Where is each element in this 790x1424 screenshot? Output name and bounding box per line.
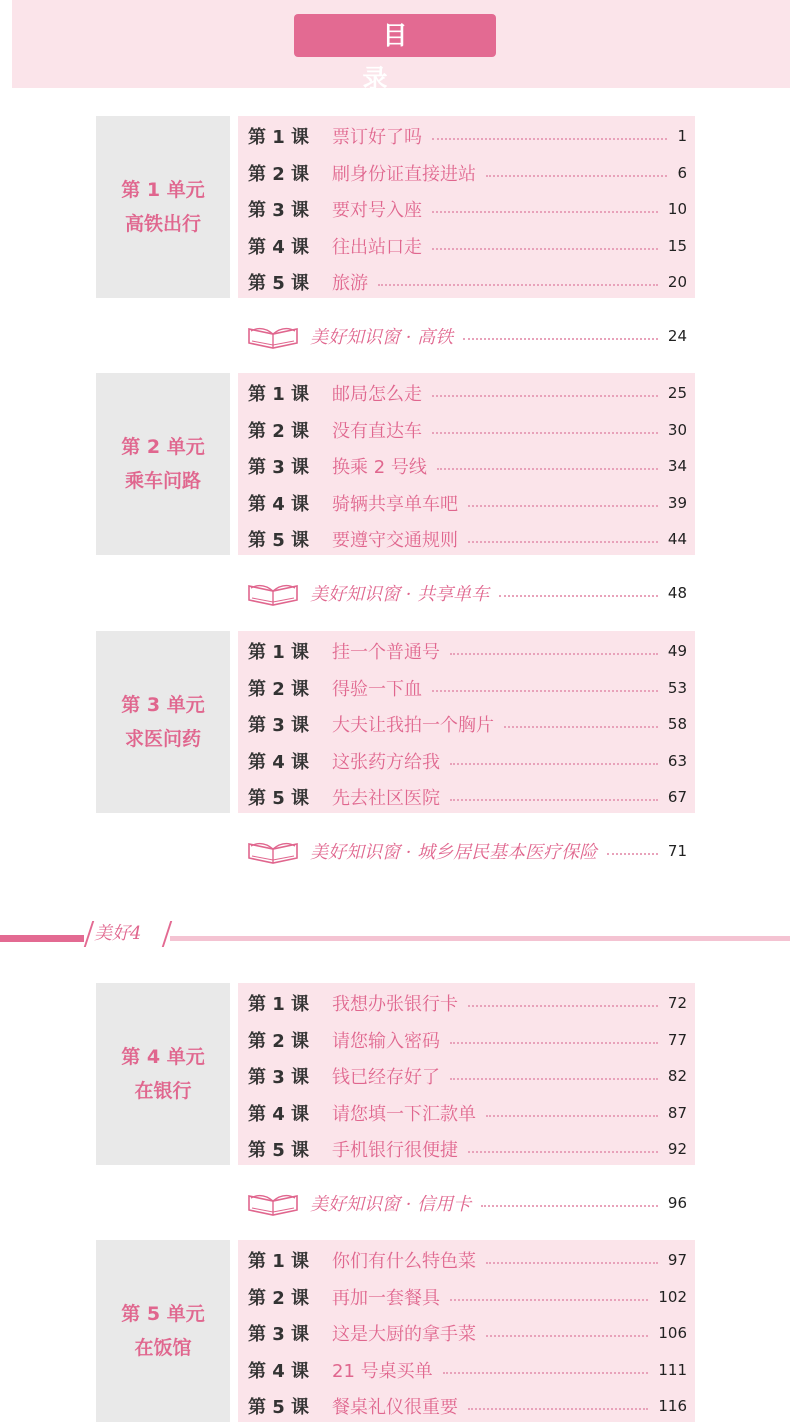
lesson-page: 25 xyxy=(667,384,687,402)
lesson-page: 77 xyxy=(667,1030,687,1049)
open-book-icon xyxy=(246,836,300,866)
lesson-title: 骑辆共享单车吧 xyxy=(332,493,458,515)
lesson-title: 邮局怎么走 xyxy=(332,384,422,405)
lesson-title: 票订好了吗 xyxy=(332,127,422,148)
lesson-number: 第 4 课 xyxy=(248,493,310,515)
lesson-number: 第 3 课 xyxy=(248,1324,310,1345)
unit-block xyxy=(96,983,695,1165)
dot-leader xyxy=(432,690,658,692)
divider-label: 美好4 xyxy=(94,923,142,944)
lesson-row[interactable] xyxy=(238,118,695,154)
unit-topic: 在银行 xyxy=(134,1080,192,1102)
knowledge-window-row[interactable] xyxy=(246,1186,691,1220)
dot-leader xyxy=(378,284,658,286)
dot-leader xyxy=(443,1372,649,1374)
knowledge-page: 71 xyxy=(667,842,687,860)
lesson-row[interactable] xyxy=(238,1388,695,1424)
lesson-number: 第 3 课 xyxy=(248,457,310,478)
unit-block xyxy=(96,373,695,555)
divider-slash-right xyxy=(162,921,172,947)
knowledge-window-row[interactable] xyxy=(246,576,691,610)
lesson-title: 刷身份证直接进站 xyxy=(332,163,476,185)
divider-bar-right xyxy=(170,936,790,941)
unit-label: 第 3 单元 xyxy=(121,694,205,716)
lesson-title: 餐桌礼仪很重要 xyxy=(332,1397,458,1418)
open-book-icon xyxy=(246,578,300,608)
dot-leader xyxy=(468,1005,658,1007)
lesson-row[interactable] xyxy=(238,191,695,227)
lesson-number: 第 1 课 xyxy=(248,994,310,1015)
unit-block xyxy=(96,1240,695,1422)
lesson-number: 第 2 课 xyxy=(248,678,310,700)
lesson-page: 10 xyxy=(667,200,687,218)
toc-title: 目 录 xyxy=(294,14,496,57)
lesson-page: 67 xyxy=(667,788,687,806)
lesson-page: 34 xyxy=(667,457,687,475)
lesson-row[interactable] xyxy=(238,743,695,779)
lesson-row[interactable] xyxy=(238,448,695,484)
lesson-page: 20 xyxy=(667,273,687,291)
lesson-number: 第 1 课 xyxy=(248,1251,310,1272)
dot-leader xyxy=(504,726,658,728)
unit-sidebar xyxy=(96,983,230,1165)
lesson-list xyxy=(238,1240,695,1422)
dot-leader xyxy=(437,468,658,470)
lesson-title: 再加一套餐具 xyxy=(332,1287,440,1309)
lesson-number: 第 3 课 xyxy=(248,715,310,736)
lesson-page: 53 xyxy=(667,678,687,697)
lesson-title: 钱已经存好了 xyxy=(332,1067,440,1088)
lesson-list xyxy=(238,631,695,813)
knowledge-window-row[interactable] xyxy=(246,319,691,353)
lesson-title: 我想办张银行卡 xyxy=(332,994,458,1015)
dot-leader xyxy=(486,1262,658,1264)
lesson-row[interactable] xyxy=(238,670,695,706)
knowledge-title: 美好知识窗 · 信用卡 xyxy=(310,1194,472,1215)
lesson-number: 第 2 课 xyxy=(248,1287,310,1309)
dot-leader xyxy=(468,1151,658,1153)
lesson-page: 116 xyxy=(658,1397,687,1415)
lesson-page: 44 xyxy=(667,530,687,548)
dot-leader xyxy=(486,175,667,177)
lesson-number: 第 1 课 xyxy=(248,127,310,148)
dot-leader xyxy=(468,541,658,543)
lesson-page: 111 xyxy=(658,1360,687,1379)
lesson-row[interactable] xyxy=(238,985,695,1021)
open-book-icon xyxy=(246,1188,300,1218)
lesson-title: 换乘 2 号线 xyxy=(332,457,427,478)
dot-leader xyxy=(432,248,658,250)
lesson-number: 第 5 课 xyxy=(248,788,310,809)
lesson-row[interactable] xyxy=(238,1131,695,1167)
lesson-number: 第 2 课 xyxy=(248,1030,310,1052)
lesson-page: 1 xyxy=(677,127,687,145)
lesson-row[interactable] xyxy=(238,412,695,448)
knowledge-title: 美好知识窗 · 城乡居民基本医疗保险 xyxy=(310,842,598,863)
lesson-title: 这是大厨的拿手菜 xyxy=(332,1324,476,1345)
lesson-page: 97 xyxy=(667,1251,687,1269)
lesson-row[interactable] xyxy=(238,1352,695,1388)
lesson-number: 第 4 课 xyxy=(248,1360,310,1382)
unit-sidebar xyxy=(96,116,230,298)
dot-leader xyxy=(450,763,658,765)
knowledge-page: 48 xyxy=(667,584,687,602)
lesson-row[interactable] xyxy=(238,1058,695,1094)
divider-bar-left xyxy=(0,935,84,942)
lesson-page: 63 xyxy=(667,751,687,770)
dot-leader xyxy=(432,138,667,140)
lesson-row[interactable] xyxy=(238,706,695,742)
unit-topic: 在饭馆 xyxy=(134,1337,192,1359)
lesson-row[interactable] xyxy=(238,264,695,300)
lesson-page: 102 xyxy=(658,1287,687,1306)
unit-topic: 求医问药 xyxy=(124,728,201,750)
lesson-title: 21 号桌买单 xyxy=(332,1360,433,1382)
unit-sidebar xyxy=(96,631,230,813)
lesson-page: 106 xyxy=(658,1324,687,1342)
lesson-row[interactable] xyxy=(238,1095,695,1131)
lesson-number: 第 4 课 xyxy=(248,1103,310,1125)
lesson-page: 82 xyxy=(667,1067,687,1085)
lesson-number: 第 5 课 xyxy=(248,1397,310,1418)
lesson-number: 第 3 课 xyxy=(248,1067,310,1088)
lesson-title: 请您输入密码 xyxy=(332,1030,440,1052)
dot-leader xyxy=(450,653,658,655)
lesson-page: 39 xyxy=(667,493,687,512)
dot-leader xyxy=(450,1078,658,1080)
lesson-row[interactable] xyxy=(238,1242,695,1278)
lesson-row[interactable] xyxy=(238,521,695,557)
lesson-title: 手机银行很便捷 xyxy=(332,1140,458,1161)
lesson-title: 没有直达车 xyxy=(332,420,422,442)
dot-leader xyxy=(607,853,658,855)
lesson-list xyxy=(238,116,695,298)
knowledge-page: 24 xyxy=(667,327,687,345)
lesson-title: 先去社区医院 xyxy=(332,788,440,809)
knowledge-window-row[interactable] xyxy=(246,834,691,868)
lesson-page: 87 xyxy=(667,1103,687,1122)
page-divider xyxy=(0,917,790,947)
lesson-number: 第 1 课 xyxy=(248,384,310,405)
unit-block xyxy=(96,631,695,813)
lesson-row[interactable] xyxy=(238,155,695,191)
lesson-page: 92 xyxy=(667,1140,687,1158)
lesson-row[interactable] xyxy=(238,633,695,669)
lesson-row[interactable] xyxy=(238,1279,695,1315)
lesson-row[interactable] xyxy=(238,1315,695,1351)
open-book-icon xyxy=(246,321,300,351)
lesson-page: 72 xyxy=(667,994,687,1012)
dot-leader xyxy=(463,338,658,340)
dot-leader xyxy=(432,432,658,434)
lesson-number: 第 5 课 xyxy=(248,1140,310,1161)
dot-leader xyxy=(468,505,658,507)
dot-leader xyxy=(450,799,658,801)
lesson-title: 要遵守交通规则 xyxy=(332,530,458,551)
dot-leader xyxy=(481,1205,658,1207)
dot-leader xyxy=(450,1042,658,1044)
dot-leader xyxy=(499,595,658,597)
unit-sidebar xyxy=(96,1240,230,1422)
lesson-title: 要对号入座 xyxy=(332,200,422,221)
unit-sidebar xyxy=(96,373,230,555)
dot-leader xyxy=(450,1299,648,1301)
lesson-title: 你们有什么特色菜 xyxy=(332,1251,476,1272)
lesson-number: 第 2 课 xyxy=(248,420,310,442)
lesson-page: 15 xyxy=(667,236,687,255)
unit-label: 第 1 单元 xyxy=(121,179,205,201)
dot-leader xyxy=(432,211,658,213)
dot-leader xyxy=(432,395,658,397)
unit-topic: 乘车问路 xyxy=(124,470,201,492)
lesson-row[interactable] xyxy=(238,485,695,521)
lesson-row[interactable] xyxy=(238,228,695,264)
unit-block xyxy=(96,116,695,298)
lesson-row[interactable] xyxy=(238,375,695,411)
unit-topic: 高铁出行 xyxy=(124,213,201,235)
unit-label: 第 4 单元 xyxy=(121,1046,205,1068)
lesson-title: 旅游 xyxy=(332,273,368,294)
lesson-title: 请您填一下汇款单 xyxy=(332,1103,476,1125)
knowledge-page: 96 xyxy=(667,1194,687,1212)
lesson-number: 第 1 课 xyxy=(248,642,310,663)
lesson-number: 第 4 课 xyxy=(248,751,310,773)
lesson-number: 第 5 课 xyxy=(248,273,310,294)
lesson-row[interactable] xyxy=(238,1022,695,1058)
lesson-page: 30 xyxy=(667,420,687,439)
unit-label: 第 2 单元 xyxy=(121,436,205,458)
lesson-page: 49 xyxy=(667,642,687,660)
lesson-list xyxy=(238,983,695,1165)
lesson-number: 第 5 课 xyxy=(248,530,310,551)
lesson-title: 大夫让我拍一个胸片 xyxy=(332,715,494,736)
dot-leader xyxy=(486,1115,658,1117)
lesson-title: 挂一个普通号 xyxy=(332,642,440,663)
divider-slash-left xyxy=(84,921,94,947)
lesson-page: 6 xyxy=(677,163,687,182)
lesson-title: 得验一下血 xyxy=(332,678,422,700)
dot-leader xyxy=(468,1408,648,1410)
lesson-page: 58 xyxy=(667,715,687,733)
unit-label: 第 5 单元 xyxy=(121,1303,205,1325)
lesson-title: 这张药方给我 xyxy=(332,751,440,773)
dot-leader xyxy=(486,1335,648,1337)
lesson-list xyxy=(238,373,695,555)
lesson-title: 往出站口走 xyxy=(332,236,422,258)
lesson-number: 第 3 课 xyxy=(248,200,310,221)
lesson-number: 第 2 课 xyxy=(248,163,310,185)
knowledge-title: 美好知识窗 · 高铁 xyxy=(310,327,454,348)
lesson-row[interactable] xyxy=(238,779,695,815)
knowledge-title: 美好知识窗 · 共享单车 xyxy=(310,584,490,605)
lesson-number: 第 4 课 xyxy=(248,236,310,258)
